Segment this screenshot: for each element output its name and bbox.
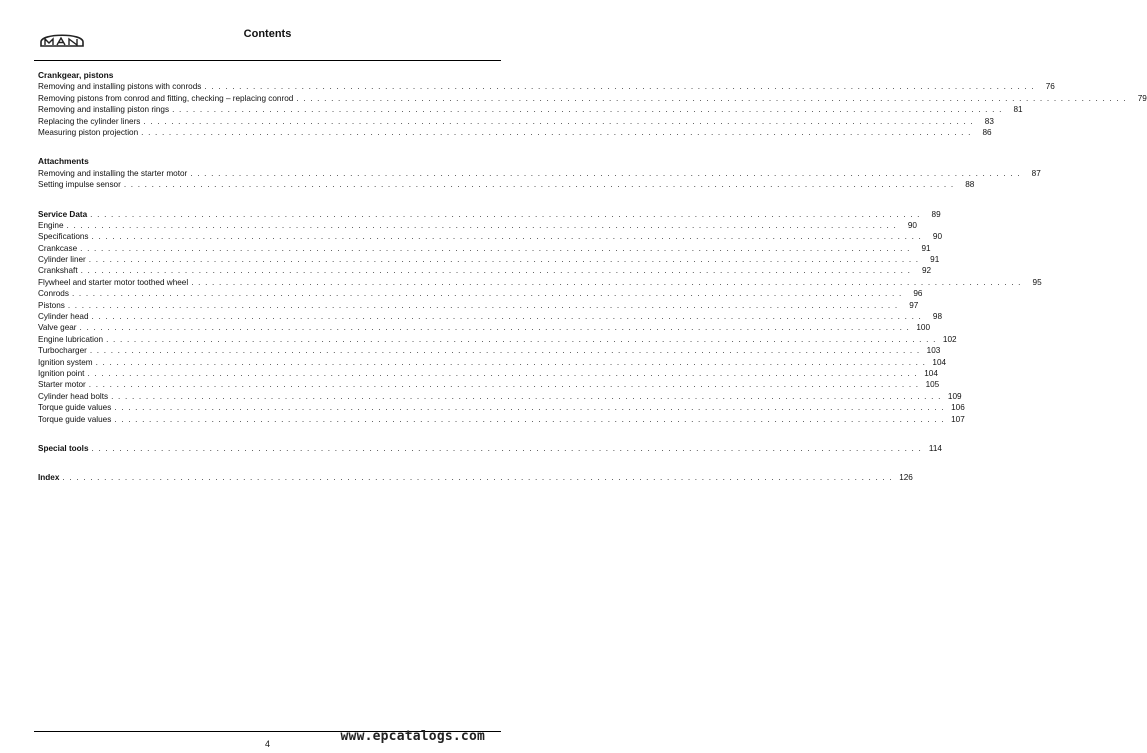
toc-entry-label: Crankcase: [38, 243, 78, 253]
toc-entry-label: Measuring piston projection: [38, 127, 139, 137]
toc-entry-label: Turbocharger: [38, 346, 87, 356]
toc-entry-page: 105: [925, 380, 940, 390]
toc-entry-page: 92: [921, 266, 932, 276]
toc-entry-label: Service Data: [38, 209, 88, 219]
toc-entry-label: Removing and installing pistons with conrods: [38, 82, 202, 92]
table-of-contents: [38, 64, 1147, 484]
leader-dots: . . . . . . . . . . . . . . . . . . . . . . . . . . . . . . . . . . . . . . . . . . . . . . . . . . . . . . . . . . . . . . . . . . . . . . . . . . . . . . . . . . . . . . . . . . . . . . . . . . . . . . . . . . . . . . . . . . . . . . . .: [106, 334, 937, 344]
toc-entry-page: 126: [899, 473, 913, 483]
toc-entry[interactable]: [38, 288, 923, 299]
toc-entry[interactable]: [38, 254, 940, 265]
toc-entry[interactable]: [38, 127, 992, 138]
toc-entry-label: Cylinder head bolts: [38, 391, 109, 401]
toc-heading-special-tools[interactable]: [38, 443, 942, 454]
leader-dots: . . . . . . . . . . . . . . . . . . . . . . . . . . . . . . . . . . . . . . . . . . . . . . . . . . . . . . . . . . . . . . . . . . . . . . . . . . . . . . . . . . . . . . . . . . . . . . . . . . . . . . . . . . . . . . . . . . . . . . . .: [114, 403, 945, 413]
toc-entry-page: 114: [928, 443, 942, 453]
leader-dots: . . . . . . . . . . . . . . . . . . . . . . . . . . . . . . . . . . . . . . . . . . . . . . . . . . . . . . . . . . . . . . . . . . . . . . . . . . . . . . . . . . . . . . . . . . . . . . . . . . . . . . . . . . . . . . . . . . . . . . . .: [88, 380, 920, 390]
leader-dots: . . . . . . . . . . . . . . . . . . . . . . . . . . . . . . . . . . . . . . . . . . . . . . . . . . . . . . . . . . . . . . . . . . . . . . . . . . . . . . . . . . . . . . . . . . . . . . . . . . . . . . . . . . . . . . . . . . . . . . . .: [95, 357, 927, 367]
leader-dots: . . . . . . . . . . . . . . . . . . . . . . . . . . . . . . . . . . . . . . . . . . . . . . . . . . . . . . . . . . . . . . . . . . . . . . . . . . . . . . . . . . . . . . . . . . . . . . . . . . . . . . . . . . . . . . . . . . . . . . . .: [143, 116, 974, 126]
toc-entry-page: 104: [924, 368, 938, 378]
toc-entry-page: 89: [931, 209, 941, 219]
toc-entry-page: 97: [909, 300, 919, 310]
toc-entry-label: Removing and installing piston rings: [38, 105, 170, 115]
toc-heading-service-data[interactable]: [38, 209, 941, 220]
toc-entry[interactable]: [38, 93, 1147, 104]
leader-dots: . . . . . . . . . . . . . . . . . . . . . . . . . . . . . . . . . . . . . . . . . . . . . . . . . . . . . . . . . . . . . . . . . . . . . . . . . . . . . . . . . . . . . . . . . . . . . . . . . . . . . . . . . . . . . . . . . . . . . . . .: [87, 368, 918, 378]
toc-entry-page: 103: [926, 346, 941, 356]
leader-dots: . . . . . . . . . . . . . . . . . . . . . . . . . . . . . . . . . . . . . . . . . . . . . . . . . . . . . . . . . . . . . . . . . . . . . . . . . . . . . . . . . . . . . . . . . . . . . . . . . . . . . . . . . . . . . . . . . . . . . . . .: [191, 277, 1022, 287]
top-divider: [34, 60, 501, 61]
leader-dots: . . . . . . . . . . . . . . . . . . . . . . . . . . . . . . . . . . . . . . . . . . . . . . . . . . . . . . . . . . . . . . . . . . . . . . . . . . . . . . . . . . . . . . . . . . . . . . . . . . . . . . . . . . . . . . . . . . . . . . . .: [123, 180, 955, 190]
section-service-data: [38, 209, 1042, 425]
toc-entry-label: Removing and installing the starter motor: [38, 168, 188, 178]
toc-entry-label: Ignition point: [38, 368, 85, 378]
toc-entry-label: Setting impulse sensor: [38, 180, 121, 190]
toc-entry-label: Cylinder head: [38, 312, 89, 322]
toc-entry[interactable]: [38, 391, 962, 402]
toc-entry-page: 81: [1013, 105, 1023, 115]
toc-entry-page: 88: [965, 180, 975, 190]
toc-entry-page: 107: [951, 414, 965, 424]
leader-dots: . . . . . . . . . . . . . . . . . . . . . . . . . . . . . . . . . . . . . . . . . . . . . . . . . . . . . . . . . . . . . . . . . . . . . . . . . . . . . . . . . . . . . . . . . . . . . . . . . . . . . . . . . . . . . . . . . . . . . . . .: [296, 93, 1127, 103]
leader-dots: . . . . . . . . . . . . . . . . . . . . . . . . . . . . . . . . . . . . . . . . . . . . . . . . . . . . . . . . . . . . . . . . . . . . . . . . . . . . . . . . . . . . . . . . . . . . . . . . . . . . . . . . . . . . . . . . . . . . . . . .: [88, 255, 920, 265]
toc-entry[interactable]: [38, 368, 938, 379]
toc-entry-page: 96: [913, 289, 923, 299]
leader-dots: . . . . . . . . . . . . . . . . . . . . . . . . . . . . . . . . . . . . . . . . . . . . . . . . . . . . . . . . . . . . . . . . . . . . . . . . . . . . . . . . . . . . . . . . . . . . . . . . . . . . . . . . . . . . . . . . . . . . . . . .: [67, 300, 899, 310]
section-crankgear-pistons: [38, 70, 1147, 138]
section-heading: Crankgear, pistons: [38, 70, 114, 80]
toc-entry-page: 91: [921, 243, 931, 253]
toc-entry-page: 106: [951, 403, 965, 413]
toc-entry-page: 95: [1032, 277, 1042, 287]
leader-dots: . . . . . . . . . . . . . . . . . . . . . . . . . . . . . . . . . . . . . . . . . . . . . . . . . . . . . . . . . . . . . . . . . . . . . . . . . . . . . . . . . . . . . . . . . . . . . . . . . . . . . . . . . . . . . . . . . . . . . . . .: [71, 289, 903, 299]
toc-entry-label: Starter motor: [38, 380, 86, 390]
leader-dots: . . . . . . . . . . . . . . . . . . . . . . . . . . . . . . . . . . . . . . . . . . . . . . . . . . . . . . . . . . . . . . . . . . . . . . . . . . . . . . . . . . . . . . . . . . . . . . . . . . . . . . . . . . . . . . . . . . . . . . . .: [80, 266, 912, 276]
toc-entry[interactable]: [38, 277, 1042, 288]
section-index: [38, 472, 913, 483]
leader-dots: . . . . . . . . . . . . . . . . . . . . . . . . . . . . . . . . . . . . . . . . . . . . . . . . . . . . . . . . . . . . . . . . . . . . . . . . . . . . . . . . . . . . . . . . . . . . . . . . . . . . . . . . . . . . . . . . . . . . . . . .: [114, 414, 945, 424]
leader-dots: . . . . . . . . . . . . . . . . . . . . . . . . . . . . . . . . . . . . . . . . . . . . . . . . . . . . . . . . . . . . . . . . . . . . . . . . . . . . . . . . . . . . . . . . . . . . . . . . . . . . . . . . . . . . . . . . . . . . . . . .: [62, 473, 893, 483]
leader-dots: . . . . . . . . . . . . . . . . . . . . . . . . . . . . . . . . . . . . . . . . . . . . . . . . . . . . . . . . . . . . . . . . . . . . . . . . . . . . . . . . . . . . . . . . . . . . . . . . . . . . . . . . . . . . . . . . . . . . . . . .: [66, 220, 897, 230]
leader-dots: . . . . . . . . . . . . . . . . . . . . . . . . . . . . . . . . . . . . . . . . . . . . . . . . . . . . . . . . . . . . . . . . . . . . . . . . . . . . . . . . . . . . . . . . . . . . . . . . . . . . . . . . . . . . . . . . . . . . . . . .: [90, 209, 921, 219]
toc-entry-page: 91: [930, 255, 940, 265]
leader-dots: . . . . . . . . . . . . . . . . . . . . . . . . . . . . . . . . . . . . . . . . . . . . . . . . . . . . . . . . . . . . . . . . . . . . . . . . . . . . . . . . . . . . . . . . . . . . . . . . . . . . . . . . . . . . . . . . . . . . . . . .: [89, 346, 921, 356]
toc-entry[interactable]: [38, 243, 931, 254]
toc-entry-page: 79: [1137, 93, 1147, 103]
toc-entry[interactable]: [38, 220, 917, 231]
toc-entry-page: 98: [932, 312, 942, 322]
leader-dots: . . . . . . . . . . . . . . . . . . . . . . . . . . . . . . . . . . . . . . . . . . . . . . . . . . . . . . . . . . . . . . . . . . . . . . . . . . . . . . . . . . . . . . . . . . . . . . . . . . . . . . . . . . . . . . . . . . . . . . . .: [204, 82, 1035, 92]
leader-dots: . . . . . . . . . . . . . . . . . . . . . . . . . . . . . . . . . . . . . . . . . . . . . . . . . . . . . . . . . . . . . . . . . . . . . . . . . . . . . . . . . . . . . . . . . . . . . . . . . . . . . . . . . . . . . . . . . . . . . . . .: [141, 127, 972, 137]
toc-entry-label: Conrods: [38, 289, 69, 299]
toc-entry[interactable]: [38, 179, 975, 190]
toc-entry[interactable]: [38, 414, 965, 425]
toc-entry-page: 100: [916, 323, 931, 333]
toc-entry-label: Valve gear: [38, 323, 77, 333]
toc-entry-label: Torque guide values: [38, 414, 112, 424]
toc-entry[interactable]: [38, 311, 942, 322]
toc-entry-page: 83: [984, 116, 994, 126]
leader-dots: . . . . . . . . . . . . . . . . . . . . . . . . . . . . . . . . . . . . . . . . . . . . . . . . . . . . . . . . . . . . . . . . . . . . . . . . . . . . . . . . . . . . . . . . . . . . . . . . . . . . . . . . . . . . . . . . . . . . . . . .: [91, 232, 922, 242]
toc-entry[interactable]: [38, 265, 932, 276]
leader-dots: . . . . . . . . . . . . . . . . . . . . . . . . . . . . . . . . . . . . . . . . . . . . . . . . . . . . . . . . . . . . . . . . . . . . . . . . . . . . . . . . . . . . . . . . . . . . . . . . . . . . . . . . . . . . . . . . . . . . . . . .: [79, 323, 911, 333]
toc-entry-label: Ignition system: [38, 357, 93, 367]
toc-entry[interactable]: [38, 168, 1041, 179]
toc-entry-label: Flywheel and starter motor toothed wheel: [38, 277, 189, 287]
toc-entry[interactable]: [38, 357, 947, 368]
toc-entry-page: 87: [1031, 168, 1041, 178]
toc-entry-label: Specifications: [38, 232, 89, 242]
toc-entry[interactable]: [38, 402, 965, 413]
toc-entry[interactable]: [38, 334, 957, 345]
toc-entry[interactable]: [38, 231, 942, 242]
toc-entry[interactable]: [38, 116, 994, 127]
toc-entry-label: Special tools: [38, 443, 89, 453]
toc-entry-page: 102: [942, 334, 957, 344]
toc-entry-page: 76: [1045, 82, 1055, 92]
toc-entry[interactable]: [38, 345, 941, 356]
toc-entry-page: 90: [907, 220, 917, 230]
toc-entry-label: Removing pistons from conrod and fitting, checking – replacing conrod: [38, 93, 294, 103]
toc-entry-page: 109: [947, 391, 962, 401]
leader-dots: . . . . . . . . . . . . . . . . . . . . . . . . . . . . . . . . . . . . . . . . . . . . . . . . . . . . . . . . . . . . . . . . . . . . . . . . . . . . . . . . . . . . . . . . . . . . . . . . . . . . . . . . . . . . . . . . . . . . . . . .: [91, 312, 922, 322]
section-special-tools: [38, 443, 942, 454]
toc-entry[interactable]: [38, 379, 940, 390]
leader-dots: . . . . . . . . . . . . . . . . . . . . . . . . . . . . . . . . . . . . . . . . . . . . . . . . . . . . . . . . . . . . . . . . . . . . . . . . . . . . . . . . . . . . . . . . . . . . . . . . . . . . . . . . . . . . . . . . . . . . . . . .: [172, 105, 1003, 115]
watermark: www.epcatalogs.com: [340, 729, 485, 744]
toc-entry-label: Crankshaft: [38, 266, 78, 276]
toc-entry[interactable]: [38, 322, 931, 333]
toc-entry[interactable]: [38, 104, 1023, 115]
toc-entry[interactable]: [38, 81, 1055, 92]
toc-entry-label: Index: [38, 473, 60, 483]
toc-entry-page: 90: [932, 232, 942, 242]
section-attachments: [38, 156, 1041, 190]
toc-entry-label: Cylinder liner: [38, 255, 86, 265]
leader-dots: . . . . . . . . . . . . . . . . . . . . . . . . . . . . . . . . . . . . . . . . . . . . . . . . . . . . . . . . . . . . . . . . . . . . . . . . . . . . . . . . . . . . . . . . . . . . . . . . . . . . . . . . . . . . . . . . . . . . . . . .: [91, 443, 922, 453]
page-title: Contents: [243, 28, 292, 40]
toc-entry-label: Engine lubrication: [38, 334, 104, 344]
toc-entry[interactable]: [38, 300, 919, 311]
toc-entry-page: 86: [982, 127, 992, 137]
toc-entry-page: 104: [932, 357, 947, 367]
page-number: 4: [264, 739, 270, 749]
toc-entry-label: Engine: [38, 220, 64, 230]
leader-dots: . . . . . . . . . . . . . . . . . . . . . . . . . . . . . . . . . . . . . . . . . . . . . . . . . . . . . . . . . . . . . . . . . . . . . . . . . . . . . . . . . . . . . . . . . . . . . . . . . . . . . . . . . . . . . . . . . . . . . . . .: [190, 168, 1021, 178]
leader-dots: . . . . . . . . . . . . . . . . . . . . . . . . . . . . . . . . . . . . . . . . . . . . . . . . . . . . . . . . . . . . . . . . . . . . . . . . . . . . . . . . . . . . . . . . . . . . . . . . . . . . . . . . . . . . . . . . . . . . . . . .: [80, 243, 911, 253]
logo-text: MAN: [37, 28, 40, 29]
toc-entry-label: Replacing the cylinder liners: [38, 116, 141, 126]
toc-entry-label: Torque guide values: [38, 403, 112, 413]
section-heading: Attachments: [38, 156, 89, 167]
toc-entry-label: Pistons: [38, 300, 65, 310]
leader-dots: . . . . . . . . . . . . . . . . . . . . . . . . . . . . . . . . . . . . . . . . . . . . . . . . . . . . . . . . . . . . . . . . . . . . . . . . . . . . . . . . . . . . . . . . . . . . . . . . . . . . . . . . . . . . . . . . . . . . . . . .: [111, 391, 942, 401]
toc-heading-index[interactable]: [38, 472, 913, 483]
